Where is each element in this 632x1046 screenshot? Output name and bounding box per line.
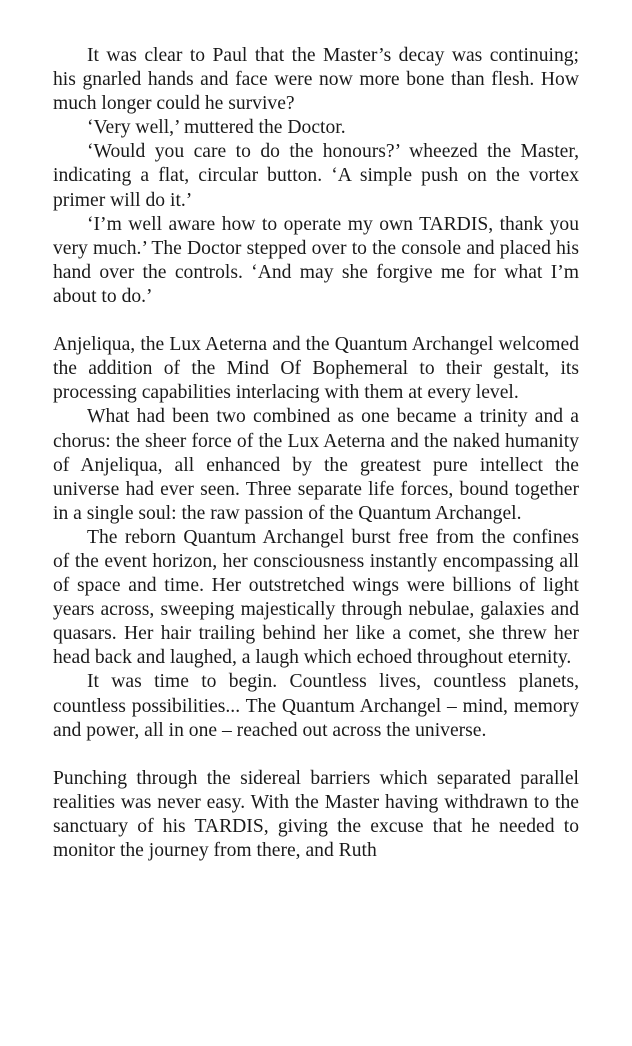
paragraph: It was time to begin. Countless lives, countless planets, countless possibilities... The Quantum Archangel – mind, memory and power, all in one – reached out across the universe. <box>53 671 579 741</box>
section-3 <box>53 767 579 863</box>
paragraph: The reborn Quantum Archangel burst free from the confines of the event horizon, her consciousness instantly encompassing all of space and time. Her outstretched wings were billions of light years across, sweeping majestically through nebulae, galaxies and quasars. Her hair trailing behind her like a comet, she threw her head back and laughed, a laugh which echoed throughout eternity. <box>53 526 579 669</box>
paragraph: ‘I’m well aware how to operate my own TARDIS, thank you very much.’ The Doctor stepped over to the console and placed his hand over the controls. ‘And may she forgive me for what I’m about to do.’ <box>53 213 579 307</box>
paragraph: It was clear to Paul that the Master’s decay was continuing; his gnarled hands and face were now more bone than flesh. How much longer could he survive? <box>53 45 579 115</box>
paragraph: Anjeliqua, the Lux Aeterna and the Quantum Archangel welcomed the addition of the Mind Of Bophemeral to their gestalt, its processing capabilities interlacing with them at every level. <box>53 334 579 404</box>
paragraph: ‘Would you care to do the honours?’ wheezed the Master, indicating a flat, circular button. ‘A simple push on the vortex primer will do it.’ <box>53 141 579 211</box>
paragraph: Punching through the sidereal barriers which separated parallel realities was never easy. With the Master having withdrawn to the sanctuary of his TARDIS, giving the excuse that he needed to monitor the journey from there, and Ruth <box>53 767 579 862</box>
book-page <box>53 44 579 863</box>
section-2 <box>53 333 579 743</box>
section-break <box>53 743 579 767</box>
section-break <box>53 309 579 333</box>
paragraph: ‘Very well,’ muttered the Doctor. <box>87 117 346 139</box>
paragraph: What had been two combined as one became a trinity and a chorus: the sheer force of the Lux Aeterna and the naked humanity of Anjeliqua, all enhanced by the greatest pure intellect the universe had ever seen. Three separate life forces, bound together in a single soul: the raw passion of the Quantum Archangel. <box>53 406 579 524</box>
section-1 <box>53 44 579 309</box>
